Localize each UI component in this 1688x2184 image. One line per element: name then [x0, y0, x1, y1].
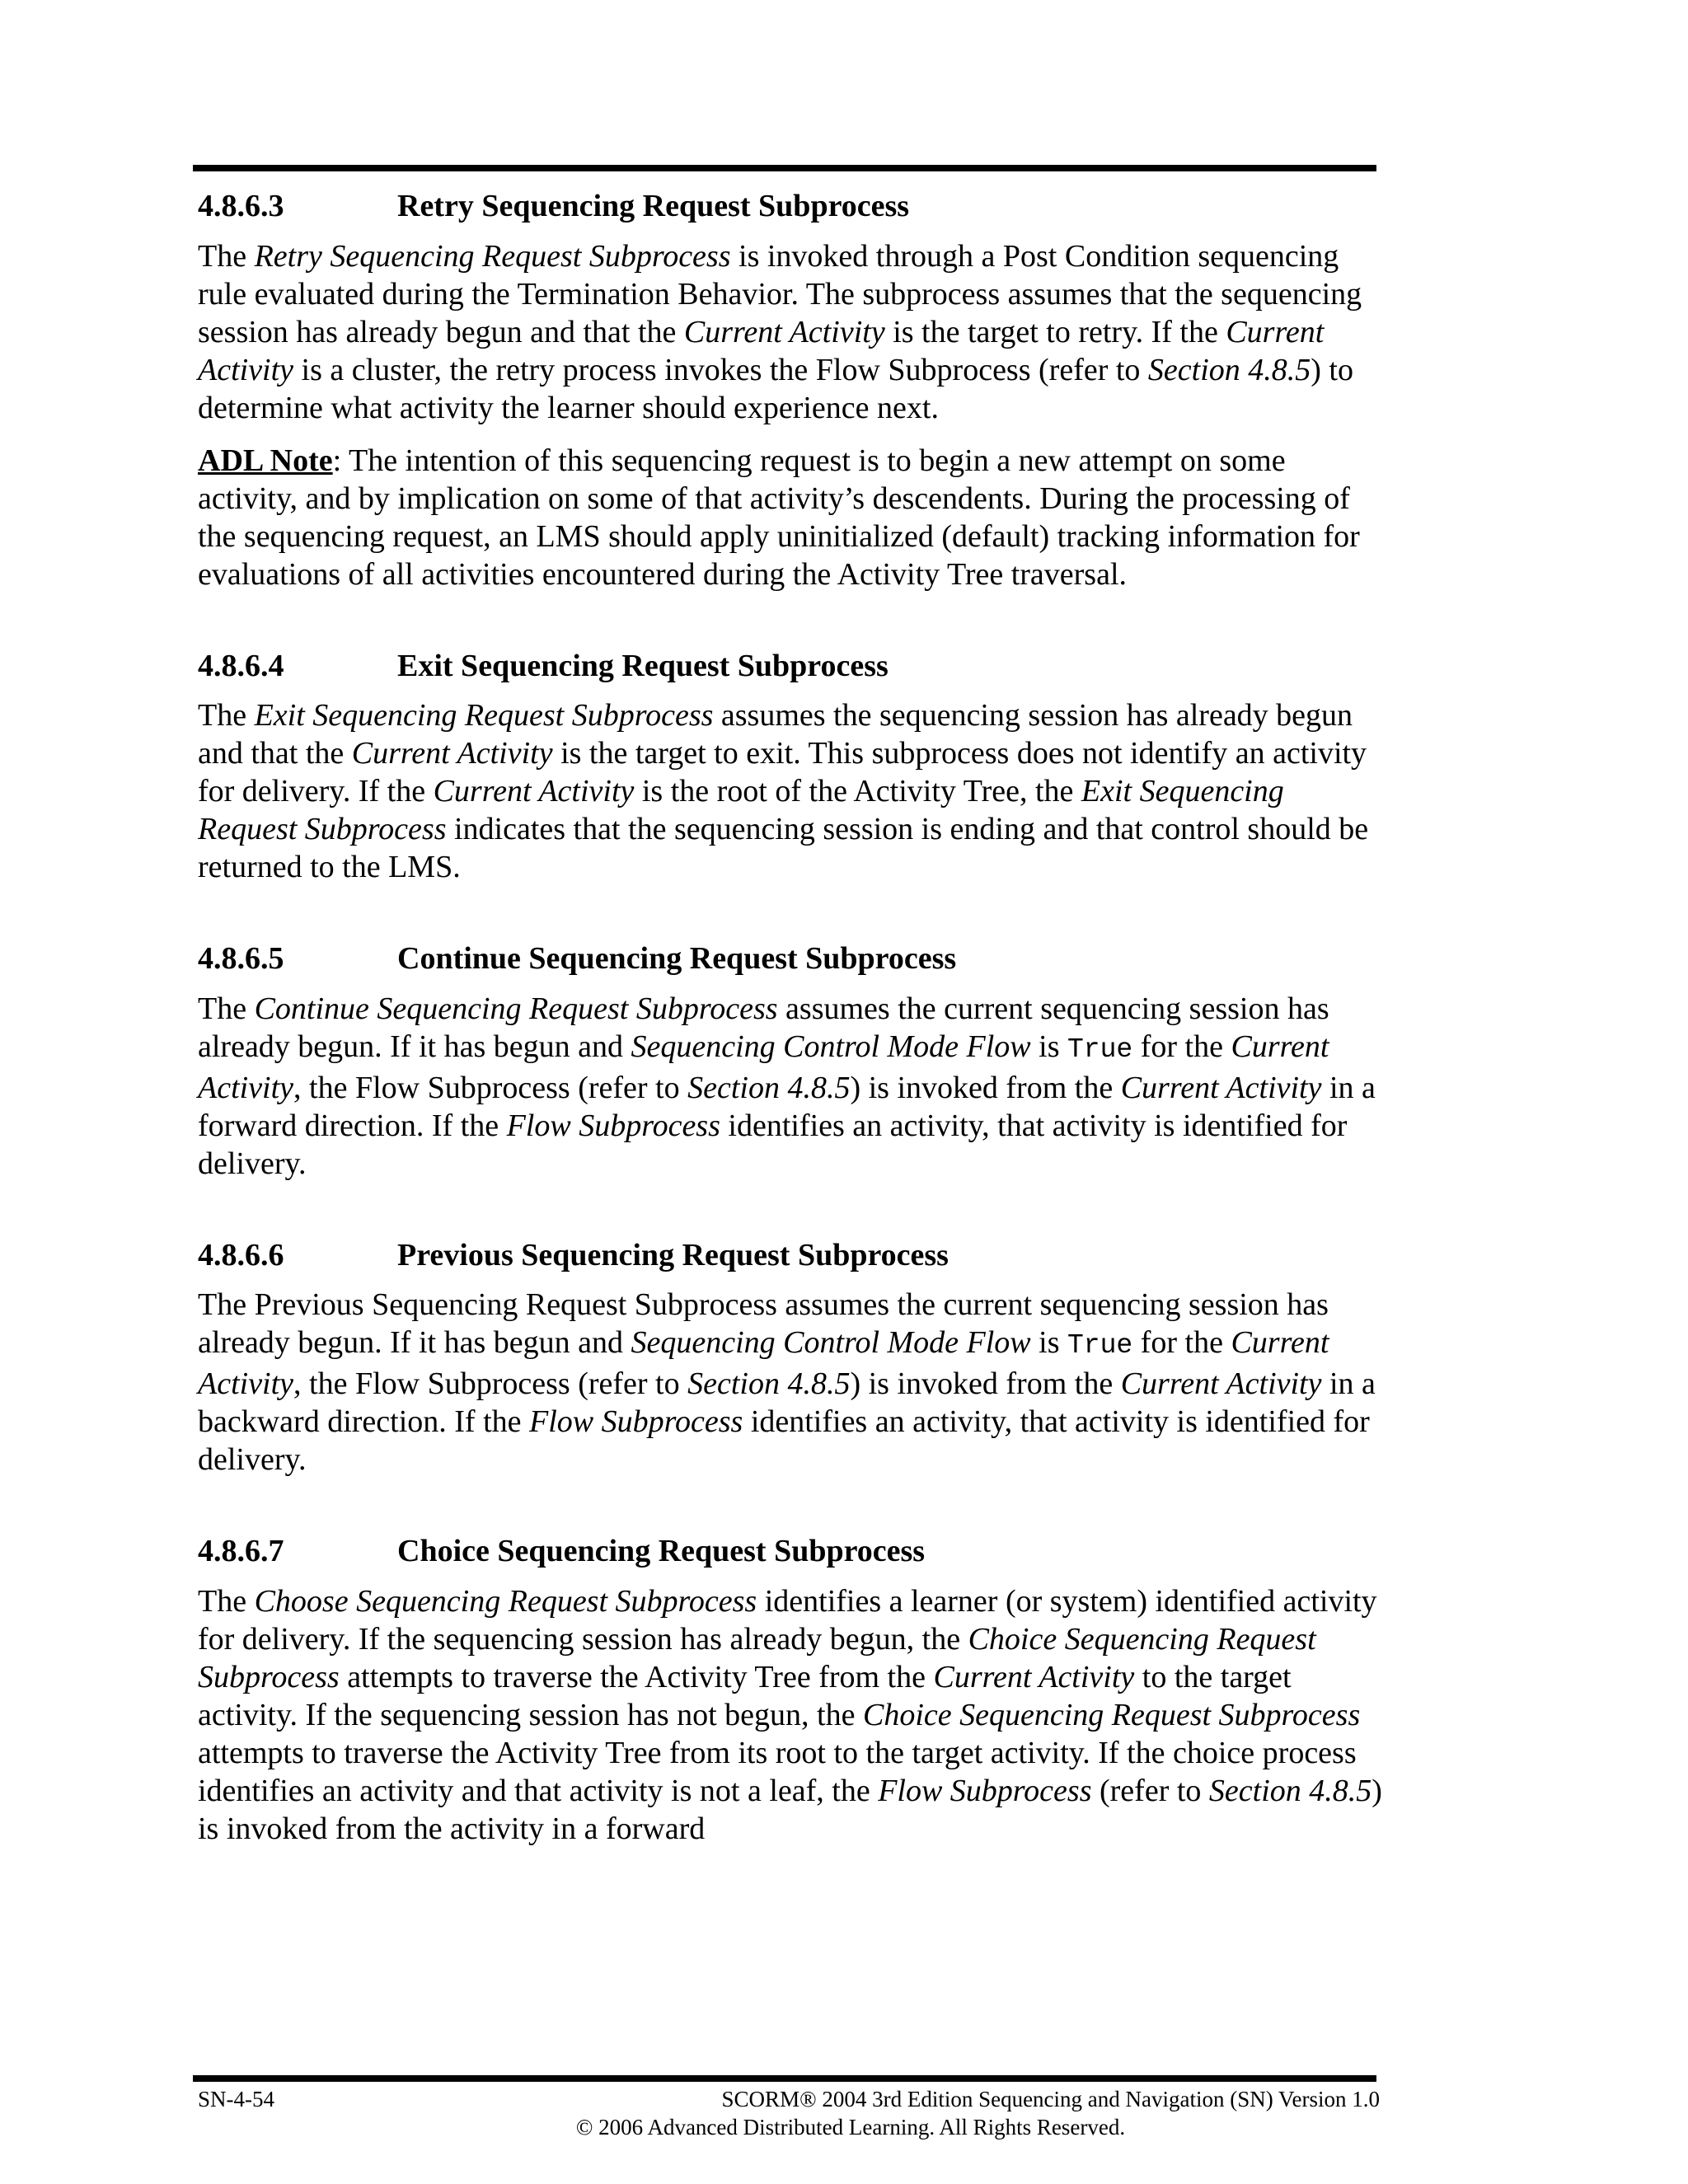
copyright: © 2006 Advanced Distributed Learning. All Rights Reserved. — [575, 2115, 1126, 2139]
text-run: is the target to exit. This subprocess does not identify an activity for delivery. If the — [198, 736, 1367, 809]
text-run: for the — [1132, 1325, 1231, 1361]
section-heading — [198, 188, 1385, 226]
section-title: Continue Sequencing Request Subprocess — [397, 941, 957, 977]
page-number: SN-4-54 — [198, 2087, 274, 2111]
section-number: 4.8.6.6 — [198, 1237, 284, 1272]
emphasis-text: Current Activity — [198, 314, 1325, 387]
body-paragraph — [198, 1582, 1385, 1848]
emphasis-text: Section 4.8.5 — [1208, 1773, 1372, 1808]
emphasis-text: Choose Sequencing Request Subprocess — [254, 1583, 757, 1619]
code-text: True — [1067, 1330, 1133, 1361]
section-heading — [198, 940, 1385, 978]
text-run: identifies an activity, that activity is identified for delivery. — [198, 1108, 1348, 1181]
text-run: attempts to traverse the Activity Tree from its root to the target activity. If the choice process identifies an activity and that activity is not a leaf, the — [198, 1735, 1357, 1808]
text-run: ) to determine what activity the learner should experience next. — [198, 352, 1353, 425]
text-run: assumes the sequencing session has already begun and that the — [198, 698, 1353, 771]
section-title: Retry Sequencing Request Subprocess — [397, 189, 910, 223]
text-run: identifies a learner (or system) identified activity for delivery. If the sequencing session has already begun, the — [198, 1583, 1377, 1657]
emphasis-text: Choice Sequencing Request Subprocess — [862, 1697, 1361, 1732]
emphasis-text: Flow Subprocess — [529, 1404, 743, 1440]
section-title: Choice Sequencing Request Subprocess — [397, 1534, 926, 1569]
text-run: ) is invoked from the activity in a forward — [198, 1773, 1382, 1846]
text-run: attempts to traverse the Activity Tree from the — [339, 1659, 934, 1694]
code-text: True — [1067, 1033, 1133, 1065]
emphasis-text: Retry Sequencing Request Subprocess — [254, 238, 731, 274]
section-number: 4.8.6.4 — [198, 648, 284, 683]
footer-row — [198, 2085, 1380, 2113]
emphasis-text: Sequencing Control Mode Flow — [631, 1325, 1031, 1361]
text-run: is — [1030, 1029, 1067, 1064]
body-paragraph — [198, 990, 1385, 1183]
section-4-8-6-4 — [198, 648, 1385, 887]
body-paragraph — [198, 696, 1385, 886]
emphasis-text: Exit Sequencing Request Subprocess — [198, 774, 1284, 847]
section-heading — [198, 1237, 1385, 1275]
document-body — [198, 188, 1385, 1863]
note-label: ADL Note — [198, 443, 333, 478]
text-run: The Previous Sequencing Request Subprocess assumes the current sequencing session has already begun. If it has begun and — [198, 1287, 1329, 1361]
section-4-8-6-3 — [198, 188, 1385, 593]
section-heading — [198, 1533, 1385, 1571]
emphasis-text: Current Activity — [1120, 1070, 1322, 1105]
text-run: ) is invoked from the — [850, 1366, 1121, 1402]
text-run: identifies an activity, that activity is identified for delivery. — [198, 1404, 1370, 1478]
body-paragraph — [198, 237, 1385, 427]
footer-rule — [193, 2075, 1376, 2082]
emphasis-text: Flow Subprocess — [506, 1108, 720, 1143]
emphasis-text: Current Activity — [351, 736, 553, 771]
adl-note — [198, 442, 1385, 593]
emphasis-text: Sequencing Control Mode Flow — [631, 1029, 1031, 1064]
emphasis-text: Continue Sequencing Request Subprocess — [254, 991, 778, 1026]
text-run: for the — [1132, 1029, 1231, 1064]
emphasis-text: Current Activity — [683, 314, 885, 349]
section-title: Previous Sequencing Request Subprocess — [397, 1237, 949, 1272]
text-run: in a backward direction. If the — [198, 1366, 1376, 1440]
text-run: is a cluster, the retry process invokes the Flow Subprocess (refer to — [293, 352, 1148, 387]
section-4-8-6-6 — [198, 1237, 1385, 1479]
emphasis-text: Current Activity — [1120, 1366, 1322, 1402]
text-run: is invoked through a Post Condition sequencing rule evaluated during the Termination Behavior. The subprocess assumes that the sequencing session has already begun and that the — [198, 238, 1362, 349]
emphasis-text: Current Activity — [198, 1325, 1329, 1402]
text-run: , the Flow Subprocess (refer to — [293, 1366, 688, 1402]
text-run: is the target to retry. If the — [884, 314, 1226, 349]
emphasis-text: Choice Sequencing Request Subprocess — [198, 1621, 1316, 1694]
text-run: The — [198, 991, 255, 1026]
text-run: , the Flow Subprocess (refer to — [293, 1070, 688, 1105]
section-4-8-6-7 — [198, 1533, 1385, 1848]
emphasis-text: Current Activity — [433, 774, 635, 809]
emphasis-text: Section 4.8.5 — [687, 1070, 851, 1105]
text-run: is — [1030, 1325, 1067, 1361]
emphasis-text: Flow Subprocess — [878, 1773, 1092, 1808]
text-run: The — [198, 698, 255, 733]
emphasis-text: Section 4.8.5 — [687, 1366, 851, 1402]
page-footer — [198, 2085, 1380, 2141]
header-rule — [193, 165, 1376, 171]
emphasis-text: Section 4.8.5 — [1147, 352, 1311, 387]
text-run: ) is invoked from the — [850, 1070, 1121, 1105]
text-run: (refer to — [1091, 1773, 1209, 1808]
text-run: is the root of the Activity Tree, the — [634, 774, 1081, 809]
section-number: 4.8.6.3 — [198, 189, 284, 223]
text-run: The — [198, 1583, 255, 1619]
text-run: assumes the current sequencing session has already begun. If it has begun and — [198, 991, 1329, 1064]
section-number: 4.8.6.7 — [198, 1534, 284, 1569]
text-run: to the target activity. If the sequencing session has not begun, the — [198, 1659, 1292, 1732]
note-text: : The intention of this sequencing request is to begin a new attempt on some activity, and by implication on some of that activity’s descendents. During the processing of the sequencing request, an LMS should apply uninitialized (default) tracking information for evaluations of all activities encountered during the Activity Tree traversal. — [198, 443, 1360, 592]
body-paragraph — [198, 1286, 1385, 1479]
section-title: Exit Sequencing Request Subprocess — [397, 648, 889, 683]
text-run: in a forward direction. If the — [198, 1070, 1376, 1143]
section-number: 4.8.6.5 — [198, 941, 284, 977]
text-run: indicates that the sequencing session is ending and that control should be returned to the LMS. — [198, 812, 1369, 885]
emphasis-text: Current Activity — [198, 1029, 1329, 1105]
section-4-8-6-5 — [198, 940, 1385, 1183]
document-title: SCORM® 2004 3rd Edition Sequencing and Navigation (SN) Version 1.0 — [721, 2087, 1380, 2111]
emphasis-text: Current Activity — [933, 1659, 1135, 1694]
emphasis-text: Exit Sequencing Request Subprocess — [254, 698, 714, 733]
text-run: The — [198, 238, 255, 274]
section-heading — [198, 648, 1385, 686]
